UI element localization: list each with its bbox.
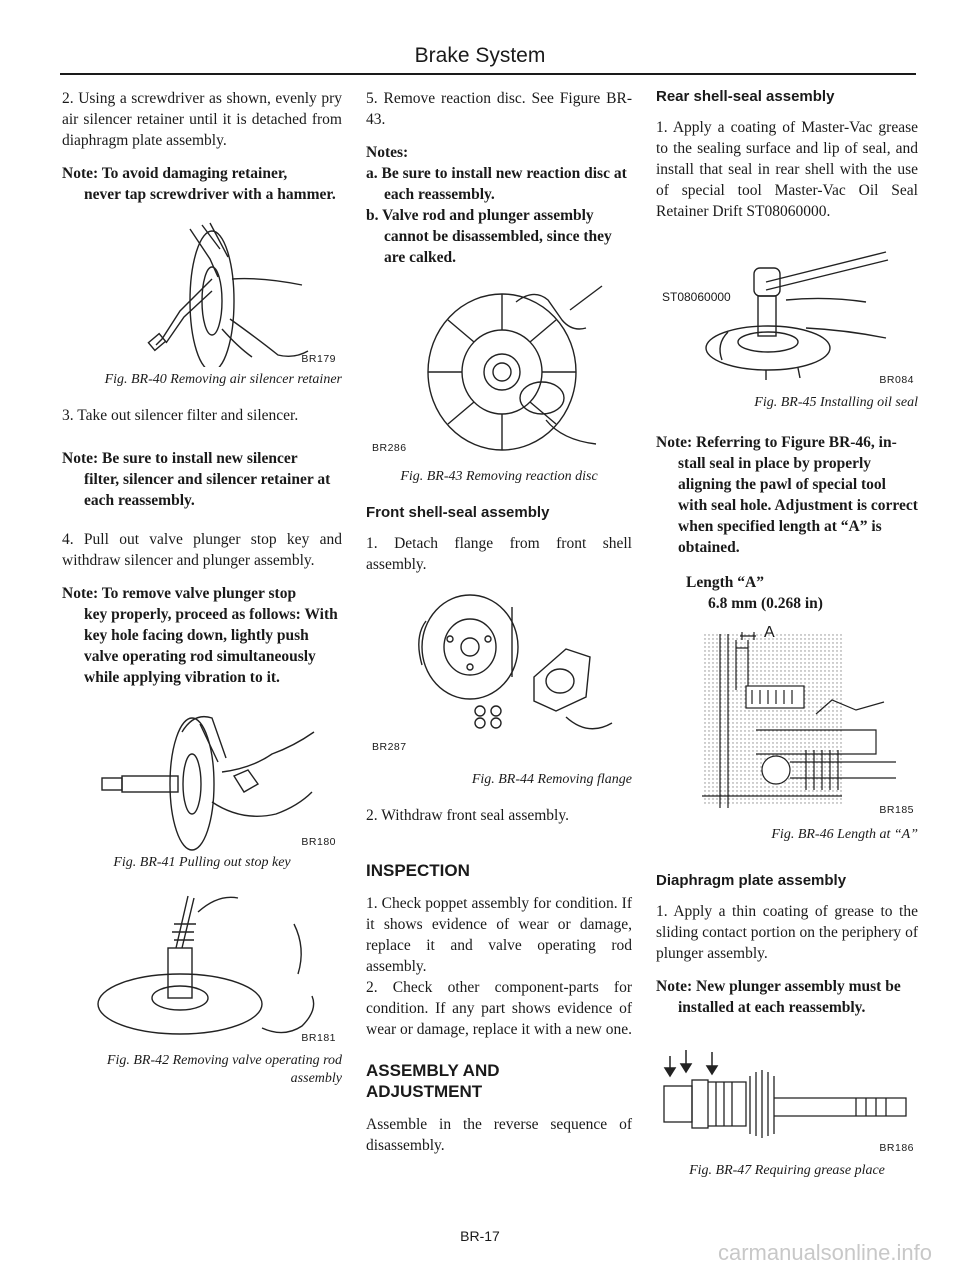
notes-label: Notes: <box>366 144 409 161</box>
front-step-2-text: 2. Withdraw front seal assembly. <box>366 807 569 824</box>
figure-br-44 <box>366 587 632 757</box>
dimension-marker-a: A <box>764 624 775 641</box>
figure-code: BR179 <box>301 353 336 365</box>
front-step-1-text: 1. Detach flange from front shell assembly. <box>366 535 632 573</box>
illustration-oil-seal <box>656 238 918 388</box>
illustration-reaction-disc <box>366 280 632 460</box>
note-item: b. Valve rod and plunger assembly cannot be disassembled, since they are calked. <box>366 207 612 266</box>
illustration-flange <box>366 587 632 757</box>
note-step-2-first: Note: To avoid damaging retainer, <box>62 165 288 182</box>
figure-code: BR185 <box>879 804 914 816</box>
column-middle <box>366 88 632 1168</box>
note-step-3-first: Note: Be sure to install new silencer <box>62 450 298 467</box>
illustration-silencer-retainer <box>62 219 342 367</box>
note-step-4 <box>62 583 342 688</box>
note-step-2 <box>62 163 342 205</box>
figure-caption: Fig. BR-44 Removing flange <box>471 772 632 787</box>
figure-br-41 <box>62 702 342 852</box>
figure-br-46 <box>656 624 918 820</box>
figure-caption: Fig. BR-47 Requiring grease place <box>689 1163 885 1178</box>
figure-code: BR286 <box>372 442 407 454</box>
assembly-text: Assemble in the reverse sequence of disassembly. <box>366 1116 632 1154</box>
figure-caption: Fig. BR-46 Length at “A” <box>771 827 918 842</box>
note-item: a. Be sure to install new reaction disc at each reassembly. <box>366 165 627 203</box>
note-br-46-first: Note: Referring to Figure BR-46, in- <box>656 434 897 451</box>
figure-caption: Fig. BR-43 Removing reaction disc <box>400 469 598 484</box>
figure-br-42 <box>62 888 342 1048</box>
inspection-step-1-text: 1. Check poppet assembly for condition. If it shows evidence of wear or damage, replace it and valve operating rod assembly. <box>366 895 632 975</box>
section-heading-diaphragm-plate: Diaphragm plate assembly <box>656 872 847 889</box>
figure-code: BR180 <box>301 836 336 848</box>
note-br-47-rest: installed at each reassembly. <box>678 999 866 1016</box>
header-rule <box>60 73 916 75</box>
figure-caption: Fig. BR-42 Removing valve operating rod assembly <box>106 1053 342 1086</box>
step-2-text: 2. Using a screwdriver as shown, evenly pry air silencer retainer until it is detached from diaphragm plate assembly. <box>62 90 342 149</box>
figure-code: BR084 <box>879 374 914 386</box>
notes-list <box>366 163 632 268</box>
figure-br-43 <box>366 280 632 460</box>
spec-label: Length “A” <box>686 574 764 591</box>
note-br-47-first: Note: New plunger assembly must be <box>656 978 901 995</box>
illustration-length-a <box>656 630 918 820</box>
figure-code: BR186 <box>879 1142 914 1154</box>
note-br-46 <box>656 432 918 558</box>
watermark: carmanualsonline.info <box>717 1240 932 1265</box>
spec-value: 6.8 mm (0.268 in) <box>708 595 823 612</box>
note-step-4-first: Note: To remove valve plunger stop <box>62 585 297 602</box>
note-step-3-rest: filter, silencer and silencer retainer at each reassembly. <box>84 471 331 509</box>
diaphragm-step-1-text: 1. Apply a thin coating of grease to the sliding contact portion on the periphery of plunger assembly. <box>656 903 918 962</box>
note-br-46-rest: stall seal in place by properly aligning the pawl of special tool with seal hole. Adjustment is correct when specified length at “A” is obtained. <box>678 455 918 556</box>
figure-caption: Fig. BR-41 Pulling out stop key <box>113 855 291 870</box>
column-left <box>62 88 342 1104</box>
figure-code: BR181 <box>301 1032 336 1044</box>
column-right <box>656 88 918 1196</box>
note-br-47 <box>656 976 918 1018</box>
note-step-3 <box>62 448 342 511</box>
illustration-grease-place <box>656 1046 918 1156</box>
inspection-step-2-text: 2. Check other component-parts for condition. If any part shows evidence of wear or damage, replace it with a new one. <box>366 979 632 1038</box>
figure-br-40 <box>62 219 342 367</box>
section-heading-rear-shell-seal: Rear shell-seal assembly <box>656 88 835 105</box>
special-tool-label: ST08060000 <box>662 290 731 304</box>
note-step-4-rest: key properly, proceed as follows: With key hole facing down, lightly push valve operating rod simultaneously while applying vibration to it. <box>84 606 338 686</box>
figure-caption: Fig. BR-40 Removing air silencer retainer <box>104 372 342 387</box>
note-step-2-rest: never tap screwdriver with a hammer. <box>84 186 336 203</box>
figure-code: BR287 <box>372 741 407 753</box>
page-number: BR-17 <box>460 1228 500 1244</box>
step-3-text: 3. Take out silencer filter and silencer. <box>62 407 299 424</box>
spec-length-a <box>686 572 918 614</box>
section-heading-front-shell-seal: Front shell-seal assembly <box>366 504 550 521</box>
page-title: Brake System <box>414 44 546 67</box>
step-5-text: 5. Remove reaction disc. See Figure BR-43. <box>366 90 632 128</box>
rear-step-1-text: 1. Apply a coating of Master-Vac grease to the sealing surface and lip of seal, and install that seal in rear shell with the use of special tool Master-Vac Oil Seal Retainer Drift ST08060000. <box>656 119 918 220</box>
illustration-stop-key <box>62 702 342 852</box>
section-heading-inspection: INSPECTION <box>366 861 470 880</box>
illustration-operating-rod <box>62 888 342 1048</box>
step-4-text: 4. Pull out valve plunger stop key and withdraw silencer and plunger assembly. <box>62 531 342 569</box>
figure-br-45 <box>656 238 918 388</box>
section-heading-assembly: ASSEMBLY AND ADJUSTMENT <box>366 1061 500 1101</box>
figure-caption: Fig. BR-45 Installing oil seal <box>754 395 918 410</box>
figure-br-47 <box>656 1046 918 1156</box>
